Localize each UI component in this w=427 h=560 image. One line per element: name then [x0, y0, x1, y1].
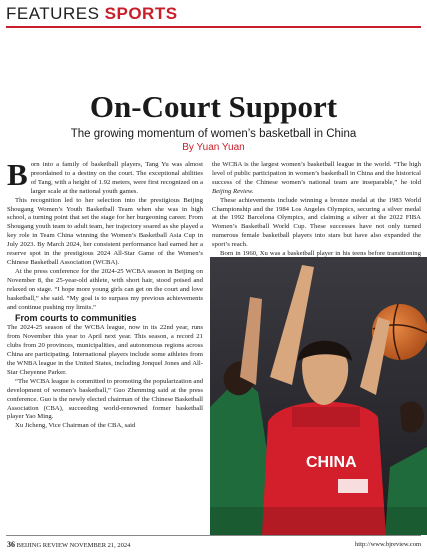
subsection-label: SPORTS [104, 4, 178, 23]
header-rule [6, 26, 421, 28]
publication-reference: Beijing Review. [212, 187, 254, 195]
page-number: 36 [7, 540, 15, 549]
paragraph: Born in 1960, Xu was a basketball player in his teens before transitioning [220, 250, 421, 258]
paragraph-text: the WCBA is the largest women’s basketball league in the world. “The high level of public participation in women’s basketball in China and the historical success of the Chinese women’s national team are inseparable,” he told [212, 161, 421, 186]
section-header [6, 4, 178, 24]
paragraph-text: orn into a family of basketball players, Tang Yu was almost preordained to a destiny on the court. The exceptional abilities of Tang, with a height of 1.92 meters, were first recognized on a larger scale at the national youth games. [30, 161, 203, 195]
article-byline: By Yuan Yuan [182, 142, 245, 153]
publication-info: BEIJING REVIEW NOVEMBER 21, 2024 [16, 542, 131, 549]
basketball-photo [210, 257, 427, 535]
footer-left [7, 540, 130, 550]
paragraph [7, 157, 203, 197]
right-column [212, 161, 421, 268]
footer-rule [6, 535, 421, 536]
jersey-text: CHINA [306, 454, 357, 471]
article-subtitle: The growing momentum of women’s basketball in China [70, 128, 357, 140]
paragraph: These achievements include winning a bronze medal at the 1983 World Championship and the 1984 Los Angeles Olympics, securing a silver medal at the 1992 Barcelona Olympics, and claiming a silver at the 2022 FIBA Women’s Basketball World Cup. These successes have not only turned numerous female basketball players into stars but have also expanded the sport’s reach. [212, 196, 421, 249]
article-title: On-Court Support [89, 89, 338, 124]
paragraph: The 2024-25 season of the WCBA league, now in its 22nd year, runs from November this year to April next year. This season, a record 21 clubs from 20 provinces, municipalities, and autonomous regions across China are participating. International players include some athletes from the WNBA league in the United States, including Jonquel Jones and All-Star Cheyenne Parker. [7, 324, 203, 376]
paragraph: “The WCBA league is committed to promoting the popularization and development of women’s basketball,” Guo Zhenming said at the press conference. Guo is the newly elected chairman of the Chinese Basketball Association (CBA), succeeding world-renowned former basketball player Yao Ming. [7, 377, 204, 421]
paragraph: This recognition led to her selection into the prestigious Beijing Shougang Women’s Youth Basketball Team when she was in high school, a turning point that set the stage for her burgeoning career. From Shougang youth team to adult team, her trajectory soared as she played a key role in Team China winning the Women’s Basketball Asia Cup in July 2023. By March 2024, her consistent performance had earned her a reserve spot in the prestigious 2024 All-Star Game of the Women’s Chinese Basketball Association (WCBA). [7, 196, 203, 266]
section-subheading: From courts to communities [15, 313, 137, 324]
footer-url[interactable]: http://www.bjreview.com [355, 541, 421, 548]
left-column [7, 157, 204, 431]
drop-cap: B [7, 157, 28, 192]
paragraph [212, 161, 421, 197]
paragraph: Xu Jicheng, Vice Chairman of the CBA, said [15, 422, 136, 430]
paragraph: At the press conference for the 2024-25 WCBA season in Beijing on November 8, the 25-year-old athlete, with short hair, stood poised and relaxed on stage. “I hope more young girls can get on the court and love basketball,” she said. “My goal is to surpass my previous achievements and continue pushing my limits.” [7, 267, 203, 311]
section-label: FEATURES [6, 4, 100, 23]
